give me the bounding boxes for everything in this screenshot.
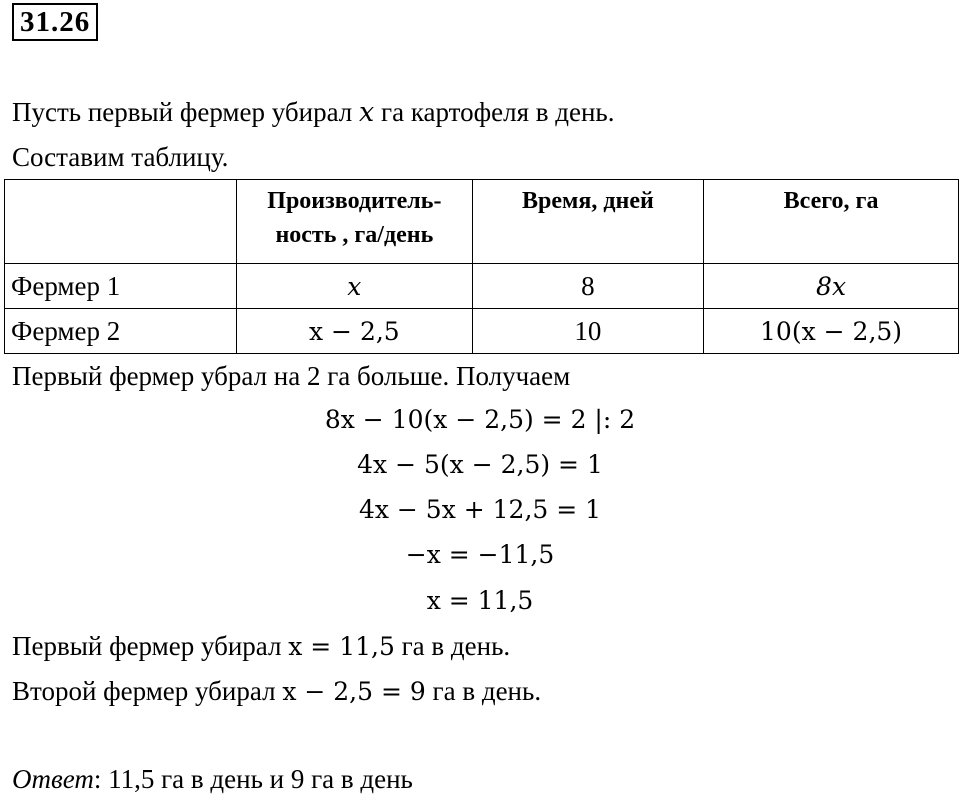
equation-line: 8x − 10(x − 2,5) = 2 |: 2 (324, 405, 636, 434)
after-table-text: Первый фермер убрал на 2 га больше. Получаем (12, 361, 571, 391)
table-cell: 8x (704, 264, 959, 309)
table-header-cell (5, 180, 237, 264)
table-header-cell: Время, дней (472, 180, 703, 264)
equation-line: x = 11,5 (426, 586, 534, 615)
intro-line-2: Составим таблицу. (12, 142, 229, 172)
conclusion-first (12, 630, 510, 663)
answer-label: Ответ (12, 764, 94, 794)
table-header-cell: Производитель- ность , га/день (236, 180, 472, 264)
table-row (5, 264, 959, 309)
conclusion-first-math: x = 11,5 (288, 632, 395, 661)
table-header-cell: Всего, га (704, 180, 959, 264)
equation-line: 4x − 5(x − 2,5) = 1 (357, 450, 603, 479)
table-row-label: Фермер 2 (5, 309, 237, 354)
intro-line-1 (12, 96, 614, 129)
intro-text-before: Пусть первый фермер убирал (12, 97, 360, 127)
intro-text-after: га картофеля в день. (374, 97, 615, 127)
table-cell: x (236, 264, 472, 309)
equation-line: −x = −11,5 (405, 540, 555, 569)
answer-text: : 11,5 га в день и 9 га в день (93, 764, 413, 794)
table-header-row (5, 180, 959, 264)
conclusion-first-before: Первый фермер убирал (12, 631, 289, 661)
table-row-label: Фермер 1 (5, 264, 237, 309)
equation-line: 4x − 5x + 12,5 = 1 (358, 495, 602, 524)
table-row (5, 309, 959, 354)
conclusion-second-before: Второй фермер убирал (12, 676, 283, 706)
intro-variable: x (359, 97, 375, 128)
conclusion-first-after: га в день. (394, 631, 511, 661)
answer-line (12, 763, 413, 795)
problem-number: 31.26 (12, 3, 98, 41)
table-cell: x − 2,5 (236, 309, 472, 354)
table-cell: 10(x − 2,5) (704, 309, 959, 354)
table-cell: 8 (472, 264, 703, 309)
conclusion-second-after: га в день. (425, 676, 542, 706)
data-table (4, 179, 959, 354)
conclusion-second (12, 675, 541, 708)
conclusion-second-math: x − 2,5 = 9 (282, 677, 426, 706)
table-cell: 10 (472, 309, 703, 354)
